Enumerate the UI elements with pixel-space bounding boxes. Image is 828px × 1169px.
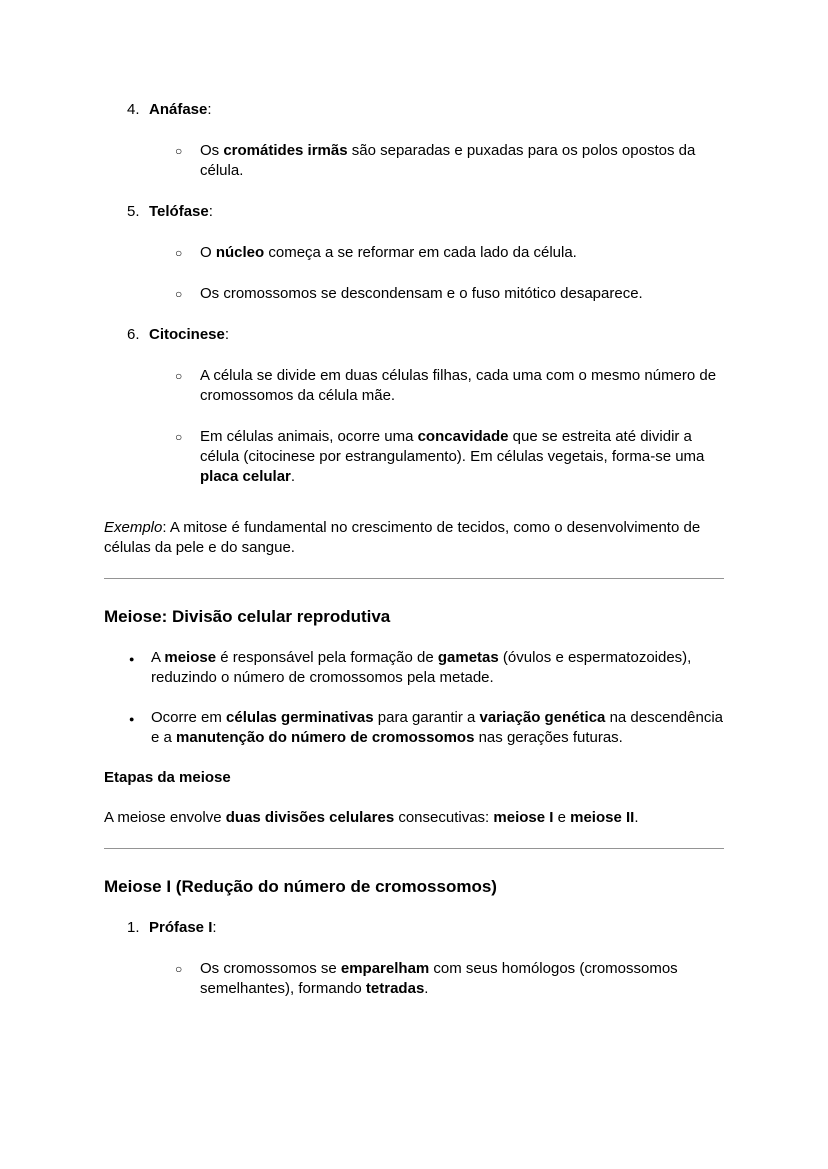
sub-bullet-item bbox=[104, 284, 724, 304]
sub-bullet-item bbox=[104, 141, 724, 181]
section-divider bbox=[104, 578, 724, 579]
list-item-title: Prófase I: bbox=[149, 919, 217, 936]
list-item-title: Telófase: bbox=[149, 203, 213, 220]
sub-bullet-text: Em células animais, ocorre uma concavidade que se estreita até dividir a célula (citocinese por estrangulamento). Em células vegetais, forma-se uma placa celular. bbox=[200, 428, 705, 485]
numbered-list-item-telofase bbox=[104, 202, 724, 222]
bullet-text: Ocorre em células germinativas para garantir a variação genética na descendência e a manutenção do número de cromossomos nas gerações futuras. bbox=[151, 709, 723, 746]
heading-etapas-da-meiose: Etapas da meiose bbox=[104, 769, 231, 786]
circle-bullet-icon bbox=[175, 284, 200, 304]
circle-bullet-icon bbox=[175, 959, 200, 999]
section-divider bbox=[104, 848, 724, 849]
bullet-list-item bbox=[104, 708, 724, 748]
bullet-text: A meiose é responsável pela formação de gametas (óvulos e espermatozoides), reduzindo o número de cromossomos pela metade. bbox=[151, 649, 692, 686]
sub-bullet-text: A célula se divide em duas células filhas, cada uma com o mesmo número de cromossomos da célula mãe. bbox=[200, 367, 717, 404]
sub-bullet-text: Os cromossomos se descondensam e o fuso mitótico desaparece. bbox=[200, 285, 643, 302]
list-item-title: Anáfase: bbox=[149, 101, 212, 118]
sub-bullet-item bbox=[104, 366, 724, 406]
heading-meiose: Meiose: Divisão celular reprodutiva bbox=[104, 607, 391, 626]
paragraph-exemplo: Exemplo: A mitose é fundamental no crescimento de tecidos, como o desenvolvimento de células da pele e do sangue. bbox=[104, 519, 701, 556]
sub-bullet-text: O núcleo começa a se reformar em cada lado da célula. bbox=[200, 244, 577, 261]
sub-bullet-item bbox=[104, 959, 724, 999]
sub-bullet-text: Os cromátides irmãs são separadas e puxadas para os polos opostos da célula. bbox=[200, 142, 696, 179]
bullet-list-item bbox=[104, 648, 724, 688]
numbered-list-item-anafase bbox=[104, 100, 724, 120]
circle-bullet-icon bbox=[175, 427, 200, 487]
disc-bullet-icon bbox=[129, 708, 151, 748]
disc-bullet-icon bbox=[129, 648, 151, 688]
numbered-list-item-citocinese bbox=[104, 325, 724, 345]
list-item-number: 5. bbox=[127, 203, 140, 220]
list-item-title: Citocinese: bbox=[149, 326, 230, 343]
circle-bullet-icon bbox=[175, 366, 200, 406]
sub-bullet-item bbox=[104, 243, 724, 263]
heading-meiose-1: Meiose I (Redução do número de cromossomos) bbox=[104, 877, 497, 896]
sub-bullet-item bbox=[104, 427, 724, 487]
paragraph-meiose-intro: A meiose envolve duas divisões celulares consecutivas: meiose I e meiose II. bbox=[104, 809, 639, 826]
numbered-list-item-profase-1 bbox=[104, 918, 724, 938]
sub-bullet-text: Os cromossomos se emparelham com seus homólogos (cromossomos semelhantes), formando tetradas. bbox=[200, 960, 678, 997]
circle-bullet-icon bbox=[175, 141, 200, 181]
list-item-number: 4. bbox=[127, 101, 140, 118]
list-item-number: 6. bbox=[127, 326, 140, 343]
list-item-number: 1. bbox=[127, 919, 140, 936]
circle-bullet-icon bbox=[175, 243, 200, 263]
